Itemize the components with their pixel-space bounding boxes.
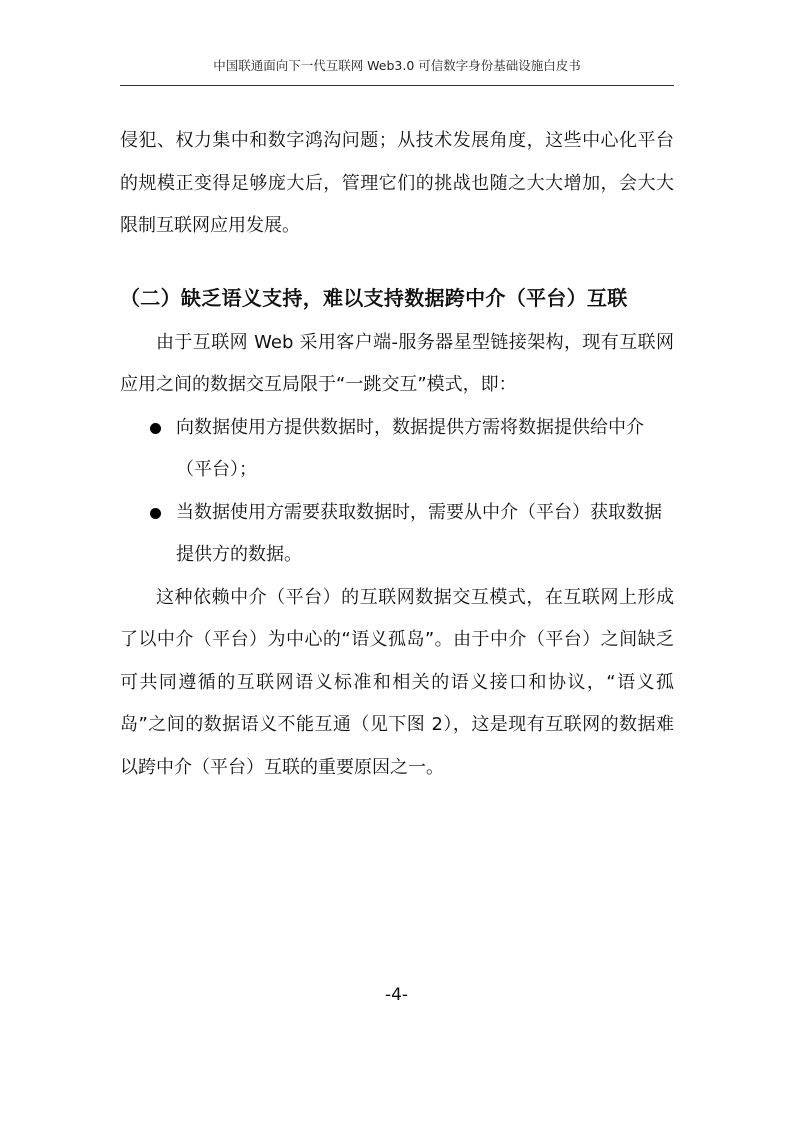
bullet-icon <box>150 508 161 519</box>
header-divider <box>120 85 674 86</box>
bullet-icon <box>150 423 161 434</box>
bullet-list <box>120 407 674 577</box>
body-paragraph-2: 这种依赖中介（平台）的互联网数据交互模式，在互联网上形成了以中介（平台）为中心的“语义孤岛”。由于中介（平台）之间缺乏可共同遵循的互联网语义标准和相关的语义接口和协议，“语义孤岛”之间的数据语义不能互通（见下图 2），这是现有互联网的数据难以跨中介（平台）互联的重要原因之一。 <box>120 586 674 778</box>
continued-paragraph: 侵犯、权力集中和数字鸿沟问题；从技术发展角度，这些中心化平台的规模正变得足够庞大后，管理它们的挑战也随之大大增加，会大大限制互联网应用发展。 <box>120 130 674 236</box>
list-item <box>120 407 674 492</box>
body-paragraph-1: 由于互联网 Web 采用客户端-服务器星型链接架构，现有互联网应用之间的数据交互局限于“一跳交互”模式，即： <box>120 331 674 395</box>
list-item-text: 当数据使用方需要获取数据时，需要从中介（平台）获取数据提供方的数据。 <box>176 501 662 565</box>
running-header: 中国联通面向下一代互联网 Web3.0 可信数字身份基础设施白皮书 <box>213 58 581 73</box>
list-item-text: 向数据使用方提供数据时，数据提供方需将数据提供给中介（平台）； <box>176 416 644 480</box>
page-number: -4- <box>384 985 409 1005</box>
section-heading: （二）缺乏语义支持，难以支持数据跨中介（平台）互联 <box>120 285 628 310</box>
list-item <box>120 492 674 577</box>
page-body <box>120 120 674 789</box>
